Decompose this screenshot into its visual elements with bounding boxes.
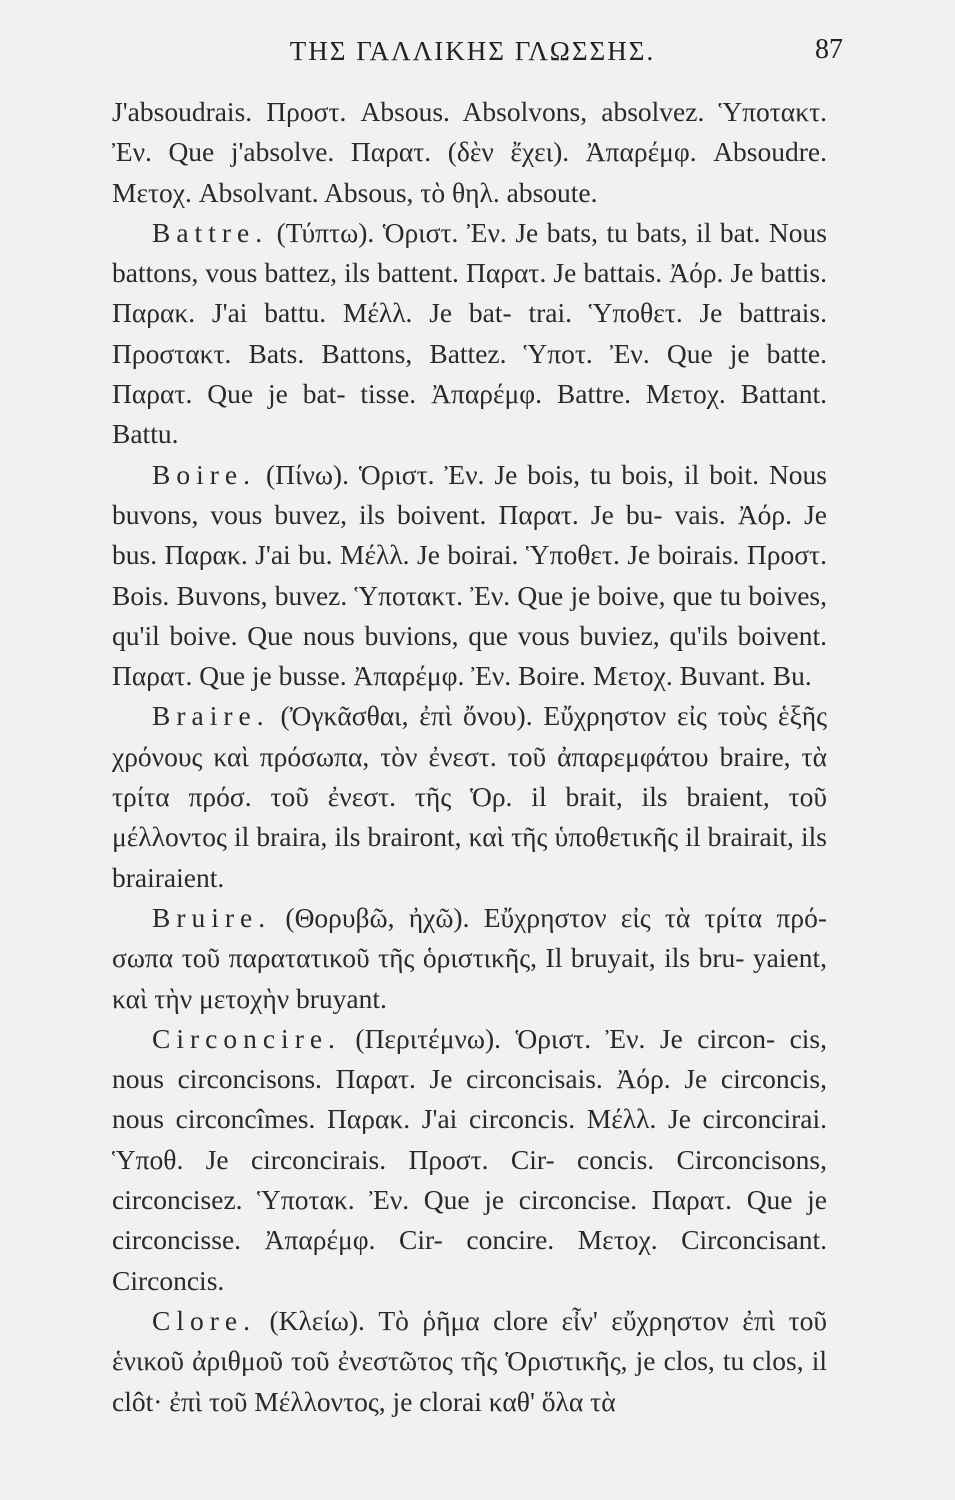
- headword: Circoncire.: [152, 1022, 341, 1054]
- text-line: (Τύπτω). Ὁριστ. Ἐν. Je bats, tu bats, il: [276, 216, 712, 248]
- text-line: trai. Ὑποθετ. Je battrais. Προστακτ. Bats. Battons,: [112, 297, 828, 369]
- headword: Battre.: [152, 216, 269, 248]
- headword: Boire.: [152, 458, 256, 490]
- headword: Braire.: [152, 700, 270, 732]
- text-line: vais. Ἀόρ. Je bus. Παρακ. J'ai bu. Μέλλ. Je boirai.: [112, 498, 827, 571]
- text-line: (Περιτέμνω). Ὁριστ. Ἐν. Je circon-: [355, 1022, 776, 1054]
- text-line: Je circoncis, nous circoncîmes. Παρακ. J'ai circoncis.: [112, 1063, 828, 1135]
- text-line: (Πίνω). Ὁριστ. Ἐν. Je bois, tu bois, il boit.: [265, 458, 759, 490]
- entry-absoudre-continuation: [112, 92, 827, 213]
- entry-bruire: [112, 898, 827, 1019]
- entry-clore: [112, 1301, 827, 1422]
- text-line: yaient, καὶ τὴν μετοχὴν bruyant.: [112, 942, 827, 1014]
- text-line: (Κλείω). Τὸ ῥῆμα clore εἶν' εὔχρηστον ἐπὶ τοῦ: [269, 1304, 828, 1336]
- entry-boire: [112, 455, 827, 697]
- text-line: ἑνικοῦ ἀριθμοῦ τοῦ ἐνεστῶτος τῆς Ὁριστικῆς, je clos, tu: [112, 1345, 745, 1377]
- headword: Clore.: [152, 1304, 256, 1336]
- text-line: Battez. Ὑποτ. Ἐν. Que je batte. Παρατ. Que je bat-: [112, 337, 827, 410]
- text-line: (Θορυβῶ, ἠχῶ). Εὔχρηστον εἰς τὰ τρίτα πρό-: [285, 901, 827, 933]
- text-line: concire. Μετοχ. Circoncisant. Circoncis.: [112, 1224, 828, 1296]
- page-number: 87: [815, 34, 843, 65]
- text-line: ὑποθετικῆς il brairait, ils brairaient.: [112, 821, 828, 893]
- headword: Bruire.: [152, 901, 272, 933]
- entry-braire: [112, 696, 827, 897]
- running-title: ΤΗΣ ΓΑΛΛΙΚΗΣ ΓΛΩΣΣΗΣ.: [289, 36, 656, 66]
- text-line: σωπα τοῦ παρατατικοῦ τῆς ὁριστικῆς, Il bruyait, ils bru-: [112, 942, 745, 974]
- text-line: bat. Nous battons, vous battez, ils battent. Παρατ. Je: [112, 216, 827, 289]
- text-line: Nous buvons, vous buvez, ils boivent. Παρατ. Je bu-: [112, 458, 827, 530]
- text-line: Ἐν. Que je boive, que tu boives, qu'il boive. Que: [112, 579, 828, 651]
- page-header: [110, 34, 843, 76]
- text-line: concis. Circoncisons, circoncisez. Ὑποτακ. Ἐν. Que je: [112, 1143, 827, 1216]
- text-line: (Ὀγκᾶσθαι, ἐπὶ ὄνου). Εὔχρηστον εἰς τοὺς: [280, 700, 768, 732]
- text-line: clos, il clôt· ἐπὶ τοῦ Μέλλοντος, je clorai καθ' ὅλα τὰ: [112, 1345, 827, 1417]
- text-line: cis, nous circoncisons. Παρατ. Je circoncisais. Ἀόρ.: [112, 1022, 828, 1095]
- entry-battre: [112, 213, 827, 455]
- text-line: braient, τοῦ μέλλοντος il braira, ils brairont, καὶ τῆς: [112, 781, 827, 853]
- text-line: Que je busse. Ἀπαρέμφ. Ἐν. Boire. Μετοχ. Buvant. Bu.: [199, 660, 812, 692]
- text-line: braire, τὰ τρίτα πρόσ. τοῦ ἐνεστ. τῆς Ὁρ. il brait, ils: [112, 740, 828, 813]
- text-line: tisse. Ἀπαρέμφ. Battre. Μετοχ. Battant. Battu.: [112, 378, 827, 450]
- text-line: Μέλλ. Je circoncirai. Ὑποθ. Je circoncirais. Προστ. Cir-: [112, 1103, 827, 1175]
- text-line: nous buvions, que vous buviez, qu'ils boivent. Παρατ.: [112, 619, 828, 692]
- text-line: Ὑποθετ. Je boirais. Προστ. Bois. Buvons, buvez. Ὑποτακτ.: [112, 539, 827, 611]
- text-line: circoncise. Παρατ. Que je circoncisse. Ἀπαρέμφ. Cir-: [112, 1184, 827, 1256]
- text-line: Ὑποτακτ. Ἐν. Que j'absolve. Παρατ. (δὲν ἔχει). Ἀπαρέμφ.: [112, 96, 827, 168]
- text-line: J'absoudrais. Προστ. Absous. Absolvons, absolvez.: [112, 96, 705, 127]
- text-line: Absoudre. Μετοχ. Absolvant. Absous, τὸ θηλ. absoute.: [112, 136, 827, 208]
- body-text: [112, 92, 827, 1422]
- text-line: battais. Ἀόρ. Je battis. Παρακ. J'ai battu. Μέλλ. Je bat-: [112, 257, 827, 329]
- text-line: ἑξῆς χρόνους καὶ πρόσωπα, τὸν ἐνεστ. τοῦ ἀπαρεμφάτου: [112, 700, 828, 772]
- entry-circoncire: [112, 1019, 827, 1301]
